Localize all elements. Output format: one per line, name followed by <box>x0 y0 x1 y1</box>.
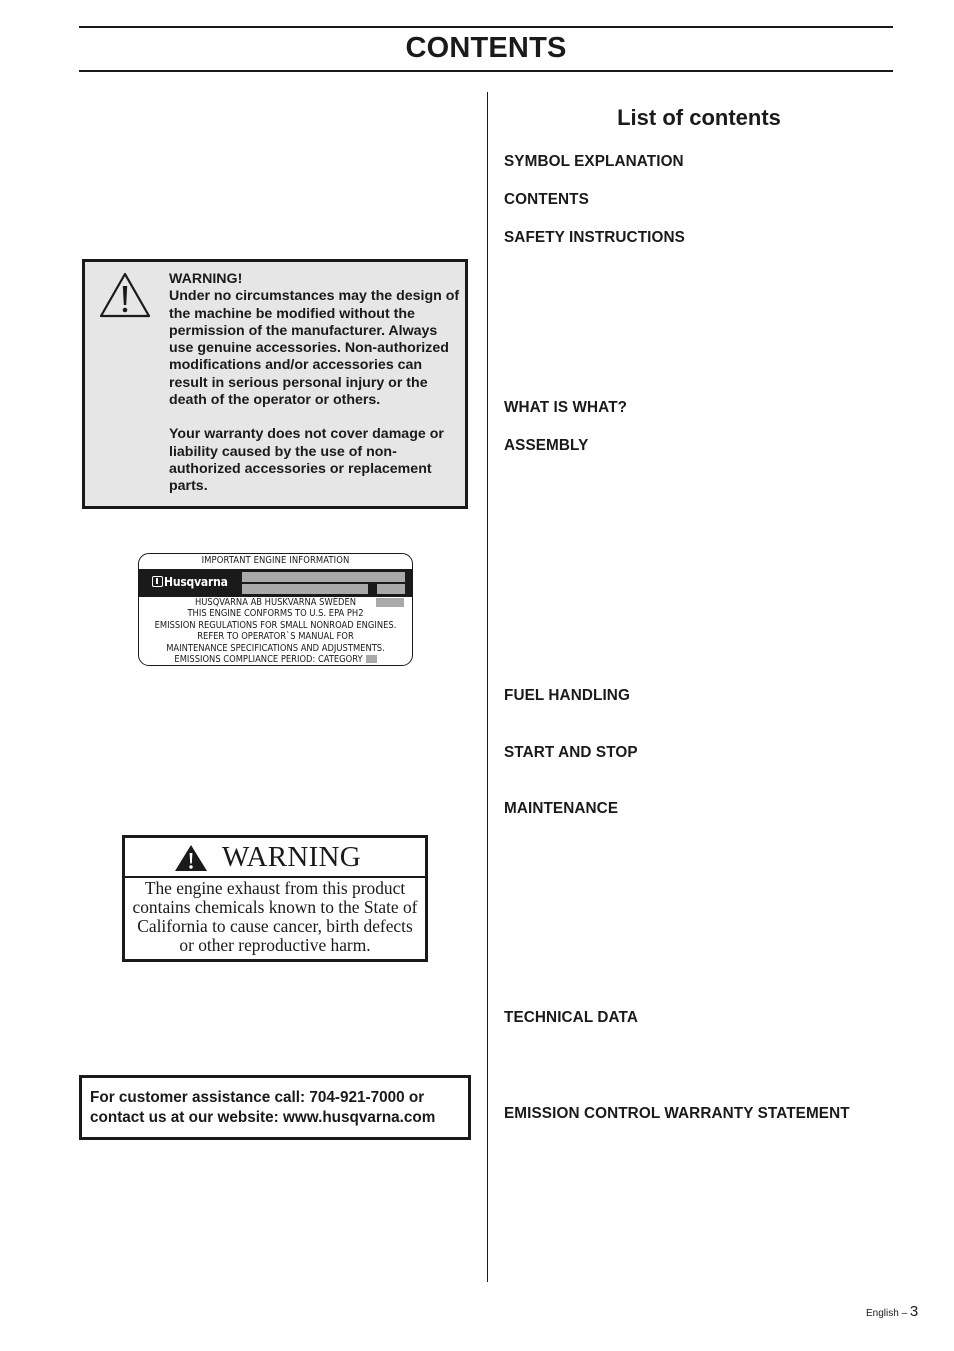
engine-label-line: REFER TO OPERATOR`S MANUAL FOR <box>197 631 354 643</box>
toc-item[interactable]: MAINTENANCE <box>504 800 619 817</box>
column-divider <box>487 92 488 1282</box>
footer-language: English – <box>866 1308 908 1319</box>
toc-item[interactable]: ASSEMBLY <box>504 437 589 454</box>
california-warning-box <box>122 835 428 962</box>
toc-heading: List of contents <box>617 105 781 130</box>
california-warning-title: WARNING <box>222 841 362 873</box>
toc-item[interactable]: SAFETY INSTRUCTIONS <box>504 229 685 246</box>
engine-label-line: EMISSION REGULATIONS FOR SMALL NONROAD ENGINES. <box>154 619 397 631</box>
engine-label-line: HUSQVARNA AB HUSKVARNA SWEDEN <box>194 597 357 608</box>
page-footer <box>866 1303 918 1320</box>
toc-item[interactable]: CONTENTS <box>504 191 589 208</box>
husqvarna-logo: Husqvarna <box>152 575 228 589</box>
engine-label-band <box>139 569 412 597</box>
warning-box <box>82 259 468 509</box>
customer-assistance-text: For customer assistance call: 704-921-7000 or contact us at our website: www.husqvarna.com <box>90 1089 436 1126</box>
toc-item[interactable]: TECHNICAL DATA <box>504 1009 638 1026</box>
engine-label-field <box>377 584 405 594</box>
page-title: CONTENTS <box>405 32 567 64</box>
warning-triangle-icon <box>98 271 152 319</box>
warning-text <box>169 271 461 496</box>
warning-heading: WARNING! <box>169 271 243 287</box>
title-underline <box>79 70 893 72</box>
engine-label-title: IMPORTANT ENGINE INFORMATION <box>201 555 350 566</box>
warning-paragraph-1: Under no circumstances may the design of the machine be modified without the permission of the manufacturer. Always use genuine accessories. Non-authorized modifications and/or accessories can result in serious personal injury or the death of the operator or others. <box>169 288 460 409</box>
customer-assistance-box <box>79 1075 471 1140</box>
page-number: 3 <box>909 1303 919 1320</box>
toc-item[interactable]: SYMBOL EXPLANATION <box>504 153 684 170</box>
engine-label-field <box>242 584 368 594</box>
warning-triangle-icon <box>174 844 208 872</box>
engine-label-line: THIS ENGINE CONFORMS TO U.S. EPA PH2 <box>187 608 364 620</box>
warning-paragraph-2: Your warranty does not cover damage or liability caused by the use of non-authorized accessories or replacement parts. <box>169 426 444 495</box>
husqvarna-crown-icon <box>152 576 163 587</box>
engine-label-line: MAINTENANCE SPECIFICATIONS AND ADJUSTMENTS. <box>166 642 385 654</box>
engine-label-line-category: EMISSIONS COMPLIANCE PERIOD: CATEGORY <box>139 654 412 665</box>
engine-label-field <box>366 655 377 663</box>
toc-item[interactable]: WHAT IS WHAT? <box>504 399 628 416</box>
engine-label-lines <box>139 597 412 665</box>
california-warning-header <box>125 838 425 878</box>
toc-item[interactable]: EMISSION CONTROL WARRANTY STATEMENT <box>504 1105 850 1122</box>
engine-label-field <box>242 572 405 582</box>
engine-information-label <box>138 553 413 666</box>
top-rule <box>79 26 893 28</box>
california-warning-body: The engine exhaust from this product contains chemicals known to the State of California to cause cancer, birth defects or other reproductive harm. <box>132 878 418 955</box>
toc-item[interactable]: FUEL HANDLING <box>504 687 630 704</box>
toc-item[interactable]: START AND STOP <box>504 744 638 761</box>
